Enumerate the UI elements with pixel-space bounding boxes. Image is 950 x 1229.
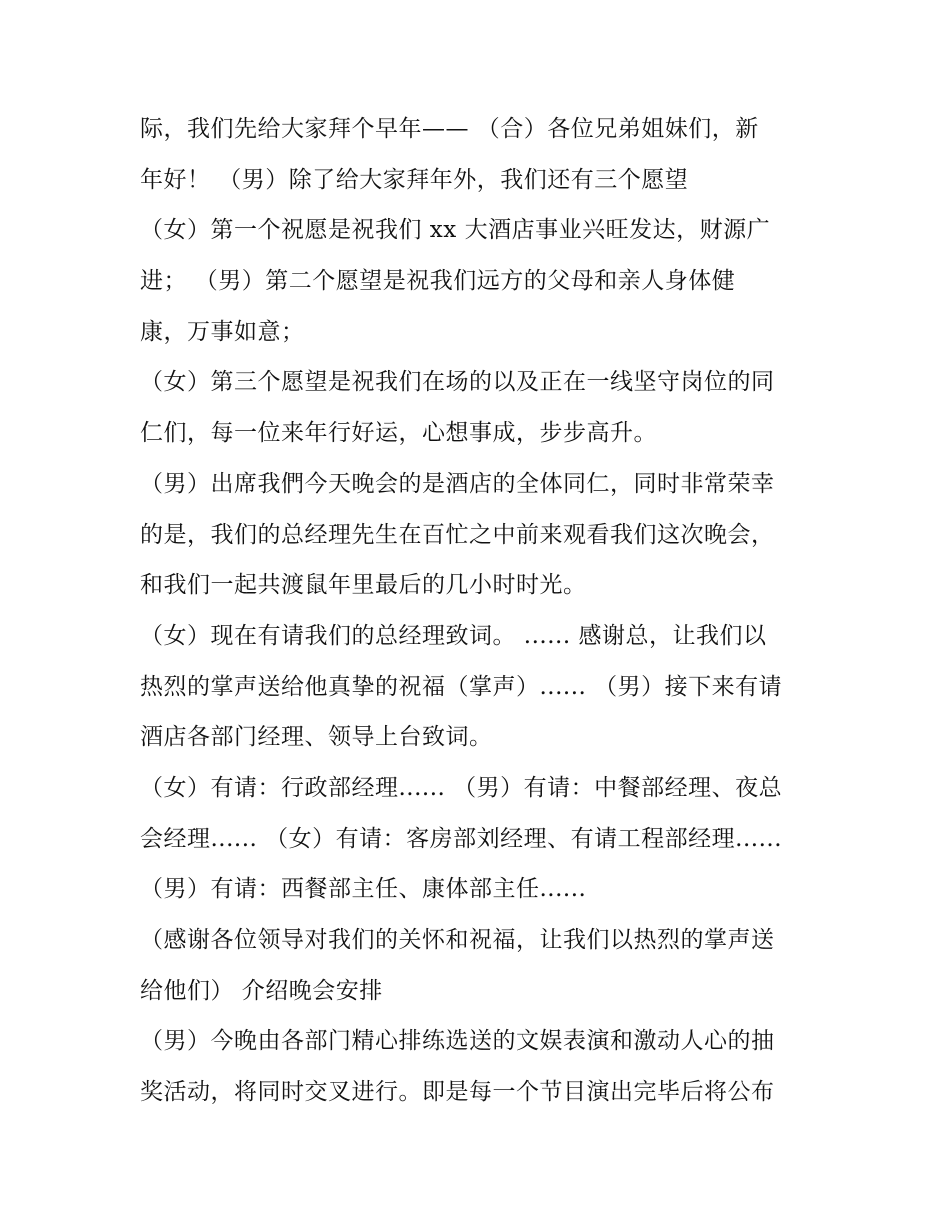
text-line: （男）有请：西餐部主任、康体部主任...... (140, 876, 587, 903)
text-line: 奖活动，将同时交叉进行。即是每一个节目演出完毕后将公布 (140, 1079, 775, 1106)
text-line: 会经理...... （女）有请：客房部刘经理、有请工程部经理...... (140, 825, 783, 852)
text-line: 际，我们先给大家拜个早年—— （合）各位兄弟姐妹们，新 (140, 116, 759, 142)
text-line: 给他们） 介绍晚会安排 (140, 977, 383, 1004)
text-line: 年好！ （男）除了给大家拜年外，我们还有三个愿望 (140, 166, 689, 193)
text-line: （女）有请：行政部经理...... （男）有请：中餐部经理、夜总 (140, 774, 783, 801)
text-line: （女）第一个祝愿是祝我们 xx 大酒店事业兴旺发达，财源广 (140, 217, 771, 244)
text-line: （女）第三个愿望是祝我们在场的以及正在一线坚守岗位的同 (140, 369, 775, 396)
text-line: 热烈的掌声送给他真挚的祝福（掌声）...... （男）接下来有请 (140, 673, 783, 700)
body-text (140, 104, 830, 1118)
text-line: 酒店各部门经理、领导上台致词。 (140, 724, 493, 751)
text-line: （感谢各位领导对我们的关怀和祝福，让我们以热烈的掌声送 (140, 927, 775, 953)
text-line: （男）今晚由各部门精心排练选送的文娱表演和激动人心的抽 (140, 1028, 775, 1055)
text-line: 康，万事如意； (140, 318, 305, 345)
text-line: 和我们一起共渡鼠年里最后的几小时时光。 (140, 572, 587, 599)
text-line: （男）出席我們今天晚会的是酒店的全体同仁，同时非常荣幸 (140, 470, 775, 497)
text-line: 进； （男）第二个愿望是祝我们远方的父母和亲人身体健 (140, 268, 736, 295)
text-line: 的是，我们的总经理先生在百忙之中前来观看我们这次晚会， (140, 521, 775, 548)
text-line: 仁们，每一位来年行好运，心想事成，步步高升。 (140, 420, 657, 447)
text-line: （女）现在有请我们的总经理致词。 ...... 感谢总，让我们以 (140, 622, 767, 649)
